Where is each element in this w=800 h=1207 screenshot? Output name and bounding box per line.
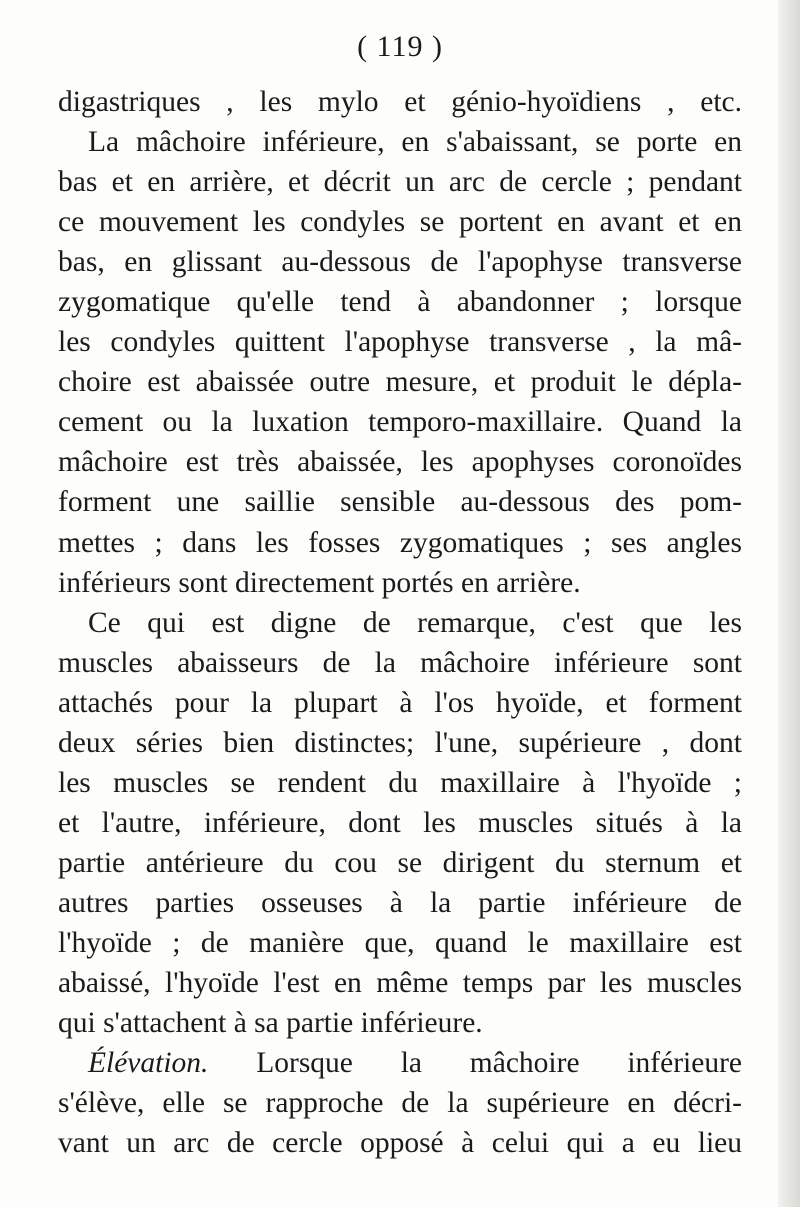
text-line: ce mouvement les condyles se portent en avant et en bbox=[58, 206, 742, 239]
text-line: mettes ; dans les fosses zygomatiques ; ses angles bbox=[58, 526, 742, 559]
text-line: deux séries bien distinctes; l'une, supérieure , dont bbox=[58, 726, 742, 759]
text-line-rest: Lorsque la mâchoire inférieure bbox=[256, 1047, 742, 1080]
text-line: l'hyoïde ; de manière que, quand le maxillaire est bbox=[58, 926, 742, 959]
text-line: bas, en glissant au-dessous de l'apophyse transverse bbox=[58, 246, 742, 279]
text-line: La mâchoire inférieure, en s'abaissant, se porte en bbox=[88, 126, 742, 159]
text-line: s'élève, elle se rapproche de la supérieure en décri- bbox=[58, 1087, 742, 1120]
text-line: partie antérieure du cou se dirigent du sternum et bbox=[58, 846, 742, 879]
text-line: abaissé, l'hyoïde l'est en même temps par les muscles bbox=[58, 967, 742, 1000]
text-line: inférieurs sont directement portés en arrière. bbox=[58, 566, 581, 599]
text-line: mâchoire est très abaissée, les apophyses coronoïdes bbox=[58, 446, 742, 479]
text-line: vant un arc de cercle opposé à celui qui a eu lieu bbox=[58, 1127, 742, 1160]
text-line: zygomatique qu'elle tend à abandonner ; lorsque bbox=[58, 286, 742, 319]
text-line: autres parties osseuses à la partie inférieure de bbox=[58, 886, 742, 919]
text-line: digastriques , les mylo et génio-hyoïdiens , etc. bbox=[58, 86, 742, 118]
text-line: qui s'attachent à sa partie inférieure. bbox=[58, 1007, 483, 1040]
body-text bbox=[58, 82, 742, 1163]
text-line: et l'autre, inférieure, dont les muscles situés à la bbox=[58, 806, 742, 839]
text-line: Ce qui est digne de remarque, c'est que les bbox=[88, 606, 742, 639]
page-edge bbox=[778, 0, 800, 1207]
text-line: les muscles se rendent du maxillaire à l'hyoïde ; bbox=[58, 766, 742, 799]
text-line: choire est abaissée outre mesure, et produit le dépla- bbox=[58, 366, 742, 399]
page-number: ( 119 ) bbox=[357, 30, 443, 63]
text-line: cement ou la luxation temporo-maxillaire. Quand la bbox=[58, 406, 742, 439]
text-line-heading bbox=[58, 1043, 742, 1083]
text-line: attachés pour la plupart à l'os hyoïde, et forment bbox=[58, 686, 742, 719]
text-line: muscles abaisseurs de la mâchoire inférieure sont bbox=[58, 646, 742, 679]
section-heading: Élévation. bbox=[88, 1047, 209, 1080]
text-line: forment une saillie sensible au-dessous des pom- bbox=[58, 486, 742, 519]
text-line: les condyles quittent l'apophyse transverse , la mâ- bbox=[58, 326, 742, 359]
text-line: bas et en arrière, et décrit un arc de cercle ; pendant bbox=[58, 166, 742, 199]
